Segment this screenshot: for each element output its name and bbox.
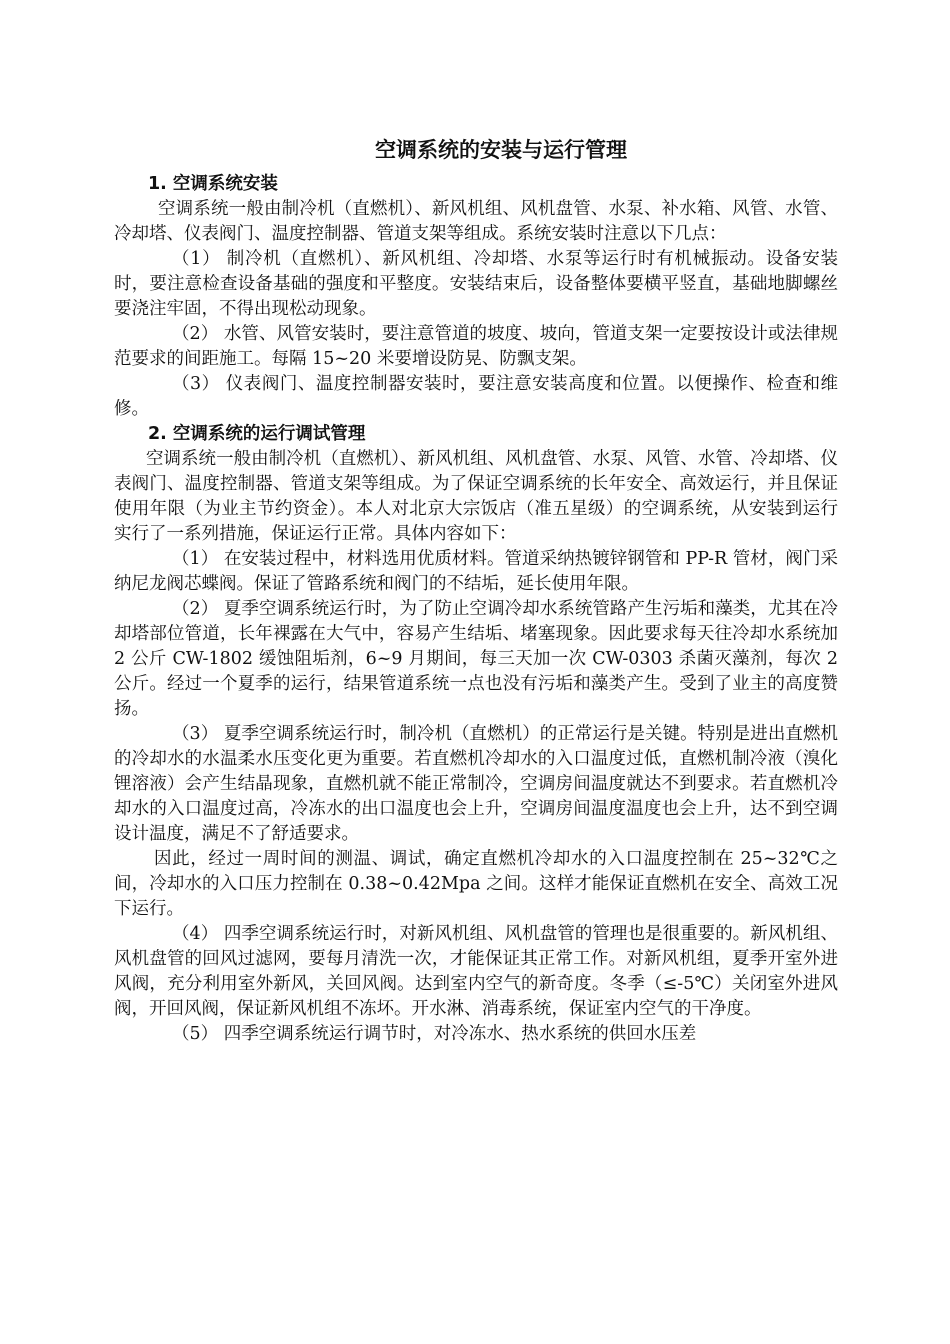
paragraph-operation-item-2: （2） 夏季空调系统运行时，为了防止空调冷却水系统管路产生污垢和藻类，尤其在冷却塔部位管道，长年裸露在大气中，容易产生结垢、堵塞现象。因此要求每天往冷却水系统加 2 公斤 CW-1802 缓蚀阻垢剂，6~9 月期间，每三天加一次 CW-0303 杀菌灭藻剂，每次 2 公斤。经过一个夏季的运行，结果管道系统一点也没有污垢和藻类产生。受到了业主的高度赞扬。 xyxy=(114,599,838,719)
paragraph-operation-item-3: （3） 夏季空调系统运行时，制冷机（直燃机）的正常运行是关键。特别是进出直燃机的冷却水的水温柔水压变化更为重要。若直燃机冷却水的入口温度过低，直燃机制冷液（溴化锂溶液）会产生结晶现象，直燃机就不能正常制冷，空调房间温度就达不到要求。若直燃机冷却水的入口温度过高，冷冻水的出口温度也会上升，空调房间温度温度也会上升，达不到空调设计温度，满足不了舒适要求。 xyxy=(114,724,838,844)
section-heading-installation: 1. 空调系统安装 xyxy=(148,174,278,194)
paragraph-operation-intro: 空调系统一般由制冷机（直燃机）、新风机组、风机盘管、水泵、风管、水管、冷却塔、仪表阀门、温度控制器、管道支架等组成。为了保证空调系统的长年安全、高效运行，并且保证使用年限（为业主节约资金）。本人对北京大宗饭店（准五星级）的空调系统，从安装到运行实行了一系列措施，保证运行正常。具体内容如下： xyxy=(114,449,838,544)
paragraph-operation-item-5: （5） 四季空调系统运行调节时，对冷冻水、热水系统的供回水压差 xyxy=(172,1024,697,1044)
paragraph-installation-item-3: （3） 仪表阀门、温度控制器安装时，要注意安装高度和位置。以便操作、检查和维修。 xyxy=(114,374,838,419)
paragraph-installation-intro: 空调系统一般由制冷机（直燃机）、新风机组、风机盘管、水泵、补水箱、风管、水管、冷却塔、仪表阀门、温度控制器、管道支架等组成。系统安装时注意以下几点： xyxy=(114,199,838,244)
paragraph-operation-item-4: （4） 四季空调系统运行时，对新风机组、风机盘管的管理也是很重要的。新风机组、风机盘管的回风过滤网，要每月清洗一次，才能保证其正常工作。对新风机组，夏季开室外进风阀，充分利用室外新风，关回风阀。达到室内空气的新奇度。冬季（≤-5℃）关闭室外进风阀，开回风阀，保证新风机组不冻坏。开水淋、消毒系统，保证室内空气的干净度。 xyxy=(114,924,838,1019)
paragraph-installation-item-2: （2） 水管、风管安装时，要注意管道的坡度、坡向，管道支架一定要按设计或法律规范要求的间距施工。每隔 15~20 米要增设防晃、防飘支架。 xyxy=(114,324,838,369)
document-title: 空调系统的安装与运行管理 xyxy=(375,138,627,162)
paragraph-installation-item-1: （1） 制冷机（直燃机）、新风机组、冷却塔、水泵等运行时有机械振动。设备安装时，要注意检查设备基础的强度和平整度。安装结束后，设备整体要横平竖直，基础地脚螺丝要浇注牢固，不得出现松动现象。 xyxy=(114,249,838,319)
document-body xyxy=(114,132,838,1047)
section-heading-operation: 2. 空调系统的运行调试管理 xyxy=(148,424,366,444)
paragraph-operation-conclusion: 因此，经过一周时间的测温、调试，确定直燃机冷却水的入口温度控制在 25~32℃之间，冷却水的入口压力控制在 0.38~0.42Mpa 之间。这样才能保证直燃机在安全、高效工况下运行。 xyxy=(114,849,838,919)
paragraph-operation-item-1: （1） 在安装过程中，材料选用优质材料。管道采纳热镀锌钢管和 PP-R 管材，阀门采纳尼龙阀芯蝶阀。保证了管路系统和阀门的不结垢，延长使用年限。 xyxy=(114,549,838,594)
